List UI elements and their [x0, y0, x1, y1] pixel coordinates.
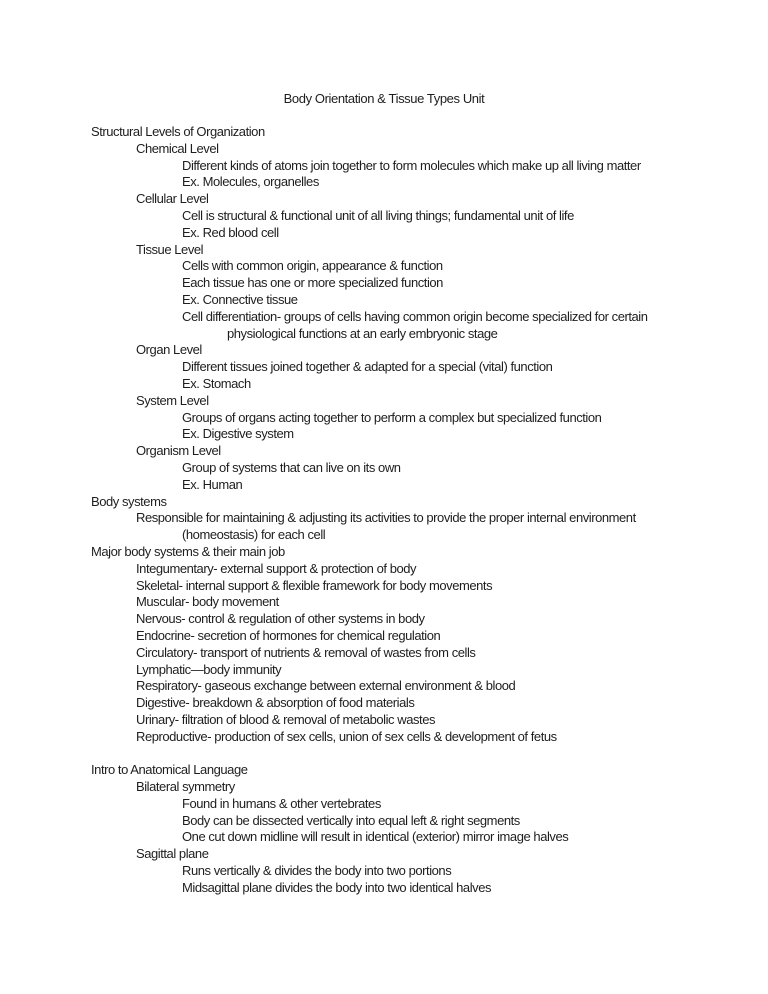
outline-item: Urinary- filtration of blood & removal of metabolic wastes — [136, 711, 436, 727]
outline-item: (homeostasis) for each cell — [182, 527, 326, 543]
outline-item: Digestive- breakdown & absorption of food materials — [136, 695, 415, 711]
outline-item: Ex. Digestive system — [182, 426, 294, 442]
outline-heading: Body systems — [91, 493, 167, 509]
outline-item: Circulatory- transport of nutrients & removal of wastes from cells — [136, 644, 476, 660]
outline-item: Nervous- control & regulation of other systems in body — [136, 611, 425, 627]
outline-item: Sagittal plane — [136, 846, 209, 862]
outline-item: Organism Level — [136, 443, 221, 459]
outline — [0, 124, 768, 897]
outline-heading: Structural Levels of Organization — [91, 124, 265, 139]
outline-item: System Level — [136, 392, 209, 408]
outline-item: Groups of organs acting together to perform a complex but specialized function — [182, 409, 602, 425]
outline-item: Tissue Level — [136, 241, 204, 257]
outline-item: Midsagittal plane divides the body into two identical halves — [182, 879, 492, 895]
outline-item: Found in humans & other vertebrates — [182, 795, 381, 811]
document-title: Body Orientation & Tissue Types Unit — [283, 91, 485, 106]
outline-item: Integumentary- external support & protection of body — [136, 560, 417, 576]
outline-item: Body can be dissected vertically into equal left & right segments — [182, 812, 520, 828]
outline-item: Ex. Stomach — [182, 375, 251, 391]
outline-item: Each tissue has one or more specialized function — [182, 275, 443, 291]
outline-item: Cellular Level — [136, 191, 209, 207]
outline-item: Ex. Connective tissue — [182, 291, 298, 307]
outline-item: Reproductive- production of sex cells, union of sex cells & development of fetus — [136, 728, 557, 744]
outline-item: Endocrine- secretion of hormones for chemical regulation — [136, 627, 441, 643]
outline-item: Lymphatic—body immunity — [136, 661, 282, 677]
outline-item: Cell differentiation- groups of cells having common origin become specialized for certain — [182, 308, 648, 324]
outline-item: Organ Level — [136, 342, 202, 358]
outline-item: Skeletal- internal support & flexible framework for body movements — [136, 577, 493, 593]
outline-item: Cell is structural & functional unit of all living things; fundamental unit of life — [182, 207, 574, 223]
outline-item: Muscular- body movement — [136, 594, 279, 610]
outline-heading — [0, 745, 768, 762]
outline-item: Runs vertically & divides the body into two portions — [182, 863, 452, 879]
outline-item: Ex. Molecules, organelles — [182, 174, 319, 190]
outline-item: Ex. Human — [182, 476, 243, 492]
outline-item: physiological functions at an early embryonic stage — [227, 325, 498, 341]
outline-item: Cells with common origin, appearance & function — [182, 258, 443, 274]
outline-item: Different tissues joined together & adapted for a special (vital) function — [182, 359, 553, 375]
outline-item: Group of systems that can live on its own — [182, 459, 401, 475]
outline-item: Responsible for maintaining & adjusting its activities to provide the proper internal environment — [136, 510, 636, 526]
outline-item: Respiratory- gaseous exchange between external environment & blood — [136, 678, 516, 694]
outline-item: Chemical Level — [136, 140, 219, 156]
outline-heading: Intro to Anatomical Language — [91, 762, 248, 778]
outline-item: Different kinds of atoms join together to form molecules which make up all living matter — [182, 157, 641, 173]
outline-item: Ex. Red blood cell — [182, 224, 279, 240]
outline-item: Bilateral symmetry — [136, 779, 235, 795]
outline-item: One cut down midline will result in identical (exterior) mirror image halves — [182, 829, 569, 845]
outline-heading: Major body systems & their main job — [91, 543, 285, 559]
